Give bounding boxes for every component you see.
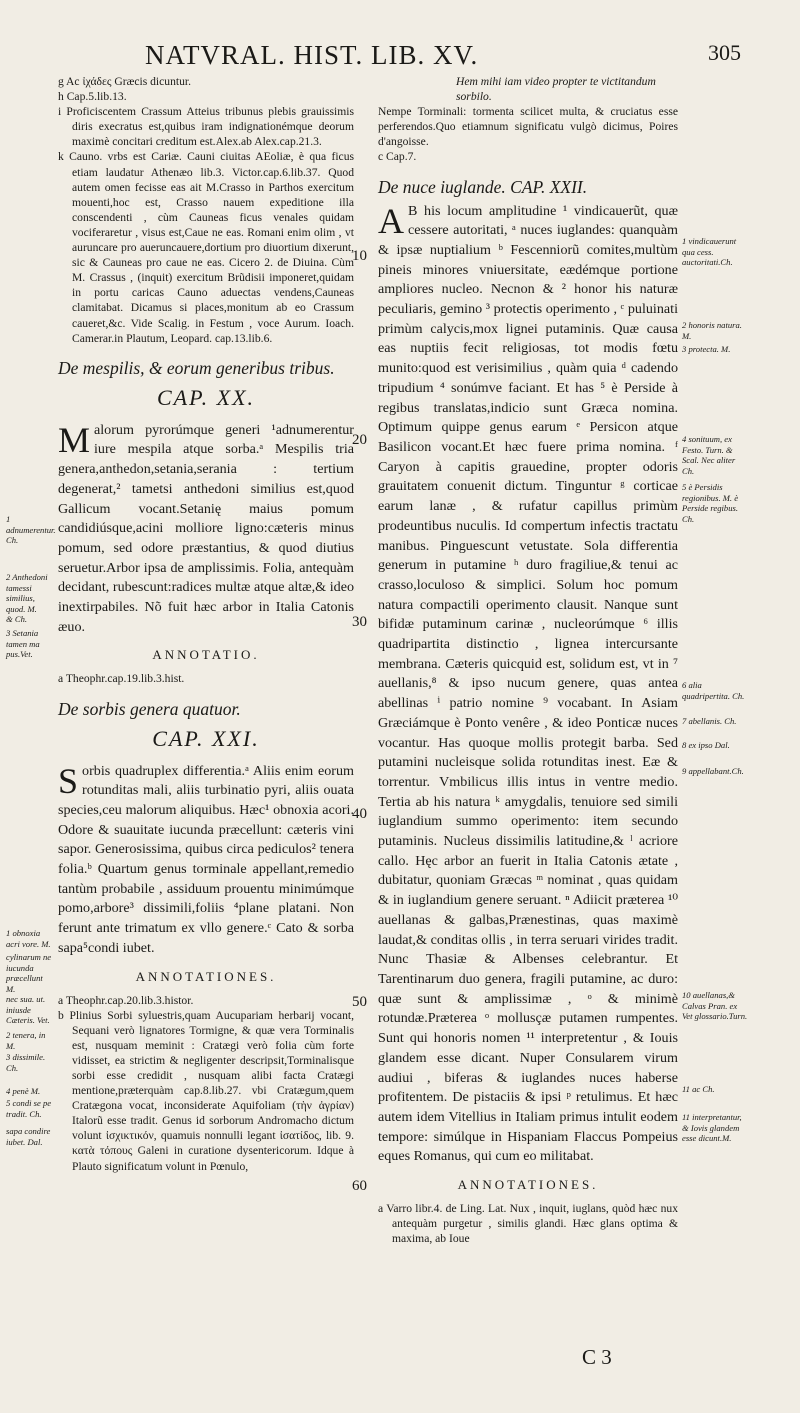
chapter-text	[378, 202, 678, 1167]
chapter-body: B his locum amplitudine ¹ vindicauerũt, quæ cessere autoritati, ᵃ nuces iuglandes: quanquàm & ipsæ nuptialium ᵇ Fescenniorũ comites,multùm pineis minores vniuersitate, eædémque portione ampliores nucleo. Necnon & ² honor his naturæ peculiaris, gemino ³ protectis operimento , ᶜ puluinati primùm calycis,mox lignei putaminis. Quæ causa eas nuptiis fecit religiosas, tot modis fœtu munito:quod est verisimilius , quàm quia ᵈ cadendo tripudium ⁴ sonúmve faciant. Et has ⁵ è Perside à regibus translatas,indicio sunt Græca nomina. Optimum quippe genus earum ᵉ Persicon atque Basilicon vocant.Et hæc fuere prima nomina. ᶠ Caryon à capitis grauedine, propter odoris grauitatem conuenit dictum. Tinguntur ᵍ corticae earum lanæ , & rufatur capillus primùm prodeuntibus nuculis. Id compertum infectis tractatu manibus. Pinguescunt vetustate. Sola differentia generum in putamine ʰ duro fragiliue,& tenui ac crasso,loculoso & simplici. Solum hoc pomum natura compactili operimento clausit. Nanque sunt bifidæ putaminum carinæ , nucleorúmque ⁶ illis quadripartita distinctio , lignea intercursante membrana. Cæteris quicquid est, solidum est, vt in ⁷ auellanis,⁸ & ipso nucum genere, quas antea abellinas ⁱ patrio nomine ⁹ vocabant. In Asiam Græciámque è Ponto venêre , & ideo Ponticæ nuces vocantur. Has quoque mollis protegit barba. Sed putamini nucleisque solida rotunditas inest. Eæ & torrentur. Vmbilicus illis intus in ventre medio. Tertia ab his natura ᵏ amygdalis, tenuiore sed simili iuglandium summo operimento: item secundo putaminis. Nucleus dissimilis latitudine,& ˡ acriore callo. Hęc arbor an fuerit in Italia Catonis ætate , dubitatur, quoniam Græcas ᵐ nominat , quas quidam & in iuglandium genere seruant. ⁿ Adiicit præterea ¹⁰ auellanas & galbas,Prænestinas, quas maximè laudat,& conditas ollis , in terra seruari virides tradit. Nunc Thasiæ & Albenses celebrantur. Et Tarentinarum duo genera, fragili putamine, ac duro: quæ sunt & amplissimæ , ᵒ & minimè rotundæ.Præterea ᵒ mollusçæ putamen rumpentes. Sunt qui honoris nomen ¹¹ interpretentur , & Iouis glandem esse dicant. Nuper Consularem virum audiui , biferas & iuglandes nuces haberse profitentem. De pistaciis & ipsi ᵖ retulimus. Et hæc autem idem Vitellius in Italiam primus intulit eodem tempore: simúlque in Hispaniam Flaccus Pompeius eques Romanus, qui cum eo militabat.	[378, 202, 678, 1165]
chapter-number: CAP. XX.	[156, 384, 256, 410]
line-number: 50	[352, 994, 367, 1010]
margin-note: 8 ex ipso Dal.	[682, 740, 730, 750]
margin-note: 1 vindicauerunt qua cess. auctoritati.Ch.	[682, 236, 737, 267]
margin-note: 3 Setania tamen ma pus.Vet.	[6, 628, 40, 659]
verse-line: sorbilo.	[456, 90, 492, 104]
margin-note: 2 tenera, in M.	[6, 1030, 46, 1051]
line-number: 30	[352, 614, 367, 630]
right-column	[378, 74, 678, 1246]
line-number: 20	[352, 432, 367, 448]
margin-note: 10 auellanas,& Calvas Pran. ex Vet glossario.Turn.	[682, 990, 748, 1021]
margin-note: 9 appellabant.Ch.	[682, 766, 744, 776]
chapter-heading: De nuce iuglande. CAP. XXII.	[378, 176, 588, 197]
margin-note: & Ch.	[6, 614, 28, 624]
footnote: a Varro libr.4. de Ling. Lat. Nux , inquit, iuglans, quòd hæc nux antequàm purgetur , similis glandi. Hæc glans optima & maxima, ab Ioue	[378, 1202, 678, 1246]
footnote: a Theophr.cap.19.lib.3.hist.	[58, 672, 185, 686]
margin-note: sapa condire iubet. Dal.	[6, 1126, 51, 1147]
drop-cap: S	[58, 760, 79, 801]
margin-note: 2 honoris natura. M.	[682, 320, 742, 341]
page-number: 305	[708, 40, 741, 65]
line-number: 60	[352, 1178, 367, 1194]
footnote: Nempe Torminali: tormenta scilicet multa, & cruciatus esse perferendos.Quo etiamnum significatu vulgò dicimus, Poires d'angoisse.	[378, 105, 678, 149]
margin-note: 7 abellanis. Ch.	[682, 716, 737, 726]
margin-note: 2 Anthedoni tamessi similius, quod. M.	[6, 572, 48, 614]
chapter-body: orbis quadruplex differentia.ᵃ Aliis enim eorum rotunditas mali, aliis turbinatio pyri, aliis ouata species,ceu malorum aliquibus. Hæc¹ obnoxia acori. Odore & suauitate iucunda præcellunt: cæteris vini sapor. Generosissima, quibus circa pediculos² tenera folia.ᵇ Quartum genus torminale appellant,remedio tantùm probabile , assiduum prouentu minimúmque pomo,arbore³ dissimili,foliis ⁴plane platani. Non ferunt ante trimatum ex vllo genere.ᶜ Cato & sorba sapa⁵condi iubet.	[58, 762, 354, 956]
margin-note: 5 condi se pe tradit. Ch.	[6, 1098, 52, 1119]
line-number: 40	[352, 806, 367, 822]
footnote: c Cap.7.	[378, 150, 417, 164]
margin-note: 3 protecta. M.	[682, 344, 731, 354]
verse-line: Hem mihi iam video propter te victitandum	[456, 75, 656, 88]
chapter-heading: De mespilis, & eorum generibus tribus.	[58, 357, 335, 378]
chapter-heading: De sorbis genera quatuor.	[58, 698, 241, 719]
annotations-heading: ANNOTATIONES.	[135, 968, 277, 984]
chapter-text	[58, 421, 354, 638]
drop-cap: M	[58, 419, 91, 460]
margin-note: 1 obnoxia acri vore. M.	[6, 928, 51, 949]
footnote: h Cap.5.lib.13.	[58, 90, 127, 104]
margin-note: 11 ac Ch.	[682, 1084, 715, 1094]
chapter-number: CAP. XXI.	[152, 725, 260, 751]
line-number: 10	[352, 248, 367, 264]
annotations-heading: ANNOTATIO.	[152, 647, 260, 663]
margin-note: 3 dissimile. Ch.	[6, 1052, 46, 1073]
drop-cap: A	[378, 200, 404, 241]
chapter-text	[58, 762, 354, 959]
footnote: i Proficiscentem Crassum Atteius tribunus plebis grauissimis diris execratus est,quibus iram indignationémque deorum maximè concitari creditum est.Alex.ab Alex.cap.21.3.	[58, 105, 354, 149]
margin-note: 1 adnumerentur. Ch.	[6, 514, 56, 545]
margin-note: 5 è Persidis regionibus. M. è Perside regibus. Ch.	[682, 482, 739, 524]
footnote: a Theophr.cap.20.lib.3.histor.	[58, 993, 194, 1007]
footnote: k Cauno. vrbs est Cariæ. Cauni ciuitas AEoliæ, è qua ficus etiam laudatur Athenæo lib.3. Victor.cap.6.lib.37. Quod autem omen fecisse eas ait M.Crasso in Parthos exercitum mouenti,hoc est, Crasso nauem expeditione illa conscendenti , cùm Cauneas ficus venales quidam vociferaretur , visus est,Caue ne eas. Romani enim olim , vt auruncare pro aueruncauere,dortium pro diuortium dixerunt, sic & Cauneas pro caue ne eas. Cicero 2. de Diuina. Cùm M. Crassus , (inquit) exercitum Brũdisii imponeret,quidam in portu caricas Cauno aduectas vendens,Cauneas clamitabat. Dicamus si places,monitum ab eo Crassum caueret,&c. Vide Scalig. in Festum , voce Aurum. Ioach. Camerar.in Plautum, Leopard. cap.13.lib.6.	[58, 150, 354, 345]
footnote: b Plinius Sorbi syluestris,quam Aucupariam herbarij vocant, Sequani verò lignatores Tormigne, & quæ vera Torminalis est, nusquam meminit : Cratægi verò folia cùm forte vidisset, ea strictim & negligenter descripsit,Torminalisque sorbi esse credidit , nusquam alibi facta Cratægi mentione,præterquàm cap.8.lib.27. vbi Cratægum,quem Cratægona vocat, inconsiderate Aquifoliam (τὴν ἀγρίαν) Italorũ esse tradit. Genus id sorborum Andromacho dictum volunt ἰσχικτικόν, quamuis nonnulli legant ἰσατίδος, lib. 9. κατὰ τόπους Galeni in curatione dysentericorum. Idque à Plauto significatum volunt in Pœnulo,	[58, 1008, 354, 1173]
chapter-body: alorum pyrorúmque generi ¹adnumerentur iure mespila atque sorba.ᵃ Mespilis tria genera,anthedon,setania,serania : tertium degenerat,² tametsi anthedoni similius est,quod Gallicum vocant.Setanię maius pomum candidiúsque,acini molliore ligno:cæteris minus pomum, sed odore præstantius, & quod diutius seruetur.Arbor ipsa de amplissimis. Folia, antequàm decidant, rubescunt:radices multæ atque altæ,& ideo inextirpabiles. Nõ fuit hæc arbor in Italia Catonis æuo.	[58, 421, 354, 635]
margin-note: 11 interpretantur, & Iovis glandem esse dicunt.M.	[682, 1112, 742, 1143]
margin-note: 6 alia quadripertita. Ch.	[682, 680, 745, 701]
margin-note: 4 penè M.	[6, 1086, 41, 1096]
left-column	[58, 74, 354, 1174]
margin-note: cylinarum ne iucunda præcellunt M.	[6, 952, 52, 994]
margin-note: nec sua. ut. iniusde Cæteris. Vet.	[6, 994, 50, 1025]
margin-note: 4 sonituum, ex Festo. Turn. & Scal. Nec aliter Ch.	[682, 434, 736, 476]
running-title: NATVRAL. HIST. LIB. XV.	[145, 40, 479, 70]
footnote: g Ac ἰχάδες Græcis dicuntur.	[58, 75, 192, 88]
signature-mark: C 3	[582, 1345, 612, 1369]
annotations-heading: ANNOTATIONES.	[457, 1177, 599, 1193]
